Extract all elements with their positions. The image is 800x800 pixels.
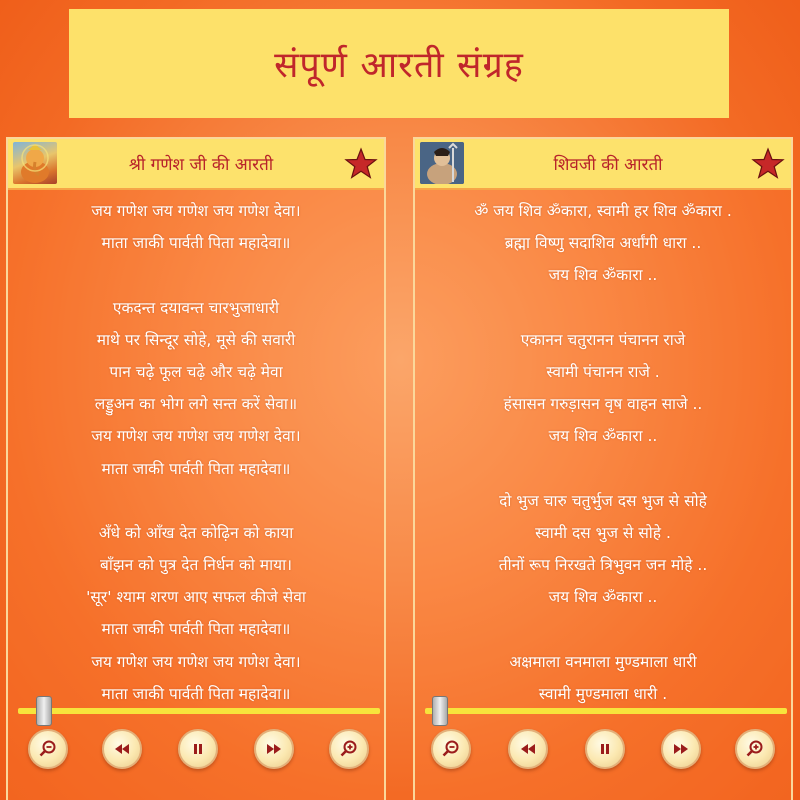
lyric-line: जय गणेश जय गणेश जय गणेश देवा। [91,652,301,671]
pause-button[interactable] [585,729,625,769]
star-icon[interactable] [344,147,378,181]
lyric-line: पान चढ़े फूल चढ़े और चढ़े मेवा [109,362,283,381]
lyric-line: माता जाकी पार्वती पिता महादेवा॥ [101,620,291,639]
lyric-line: ॐ जय शिव ॐकारा, स्वामी हर शिव ॐकारा . [474,202,732,220]
panel-title: शिवजी की आरती [553,155,663,175]
rewind-button[interactable] [102,729,142,769]
seek-thumb[interactable] [432,696,448,726]
lyric-line: स्वामी दस भुज से सोहे . [535,523,671,542]
rewind-icon [518,739,538,759]
panel-header [415,139,791,188]
lyric-line: माता जाकी पार्वती पिता महादेवा॥ [101,234,291,253]
lyric-line: 'सूर' श्याम शरण आए सफल कीजे सेवा [86,588,306,607]
lyric-line: अक्षमाला वनमाला मुण्डमाला धारी [509,652,697,671]
lyric-line: माथे पर सिन्दूर सोहे, मूसे की सवारी [96,330,296,349]
zoom-in-button[interactable] [329,729,369,769]
lyric-line: दो भुज चारु चतुर्भुज दस भुज से सोहे [499,491,707,510]
lyric-blank-line [415,613,791,645]
aarti-panel-ganesh [6,137,386,800]
rewind-icon [112,739,132,759]
pause-icon [188,739,208,759]
seek-bar[interactable] [425,708,787,714]
lyric-blank-line [415,292,791,324]
seek-thumb[interactable] [36,696,52,726]
panel-header [8,139,384,188]
lyric-line: स्वामी मुण्डमाला धारी . [538,684,668,703]
playback-controls [8,729,384,773]
pause-button[interactable] [178,729,218,769]
lyric-blank-line [8,485,384,517]
lyric-line: एकानन चतुरानन पंचानन राजे [520,330,686,349]
zoom-out-button[interactable] [28,729,68,769]
lyric-line: जय शिव ॐकारा .. [548,427,658,446]
app-header [69,9,729,118]
zoom-in-button[interactable] [735,729,775,769]
fast-forward-icon [264,739,284,759]
lyric-line: एकदन्त दयावन्त चारभुजाधारी [112,298,280,317]
lyric-line: स्वामी पंचानन राजे . [546,362,660,381]
fast-forward-button[interactable] [254,729,294,769]
playback-controls [415,729,791,773]
ganesh-image-icon [13,142,57,184]
star-icon[interactable] [751,147,785,181]
lyric-line: अँधे को आँख देत कोढ़िन को काया [98,523,294,542]
lyric-line: ब्रह्मा विष्णु सदाशिव अर्धांगी धारा .. [504,234,702,253]
lyric-line: जय गणेश जय गणेश जय गणेश देवा। [91,427,301,446]
zoom-out-icon [441,739,461,759]
aarti-panel-shiv [413,137,793,800]
rewind-button[interactable] [508,729,548,769]
lyric-line: बाँझन को पुत्र देत निर्धन को माया। [100,556,292,575]
seek-bar[interactable] [18,708,380,714]
lyric-line: माता जाकी पार्वती पिता महादेवा॥ [101,684,291,703]
lyric-line: लड्डुअन का भोग लगे सन्त करें सेवा॥ [94,395,298,414]
lyric-line: जय शिव ॐकारा .. [548,266,658,285]
fast-forward-icon [671,739,691,759]
panel-title: श्री गणेश जी की आरती [128,155,274,175]
pause-icon [595,739,615,759]
fast-forward-button[interactable] [661,729,701,769]
lyric-line: हंसासन गरुड़ासन वृष वाहन साजे .. [503,395,703,414]
lyric-line: जय शिव ॐकारा .. [548,588,658,607]
app-title: संपूर्ण आरती संग्रह [274,45,524,86]
zoom-out-button[interactable] [431,729,471,769]
shiv-image-icon [420,142,464,184]
lyric-line: तीनों रूप निरखते त्रिभुवन जन मोहे .. [498,556,708,575]
lyric-line: जय गणेश जय गणेश जय गणेश देवा। [91,202,301,220]
zoom-in-icon [339,739,359,759]
lyric-blank-line [8,259,384,291]
lyric-blank-line [415,453,791,485]
lyric-line: माता जाकी पार्वती पिता महादेवा॥ [101,459,291,478]
zoom-out-icon [38,739,58,759]
zoom-in-icon [745,739,765,759]
